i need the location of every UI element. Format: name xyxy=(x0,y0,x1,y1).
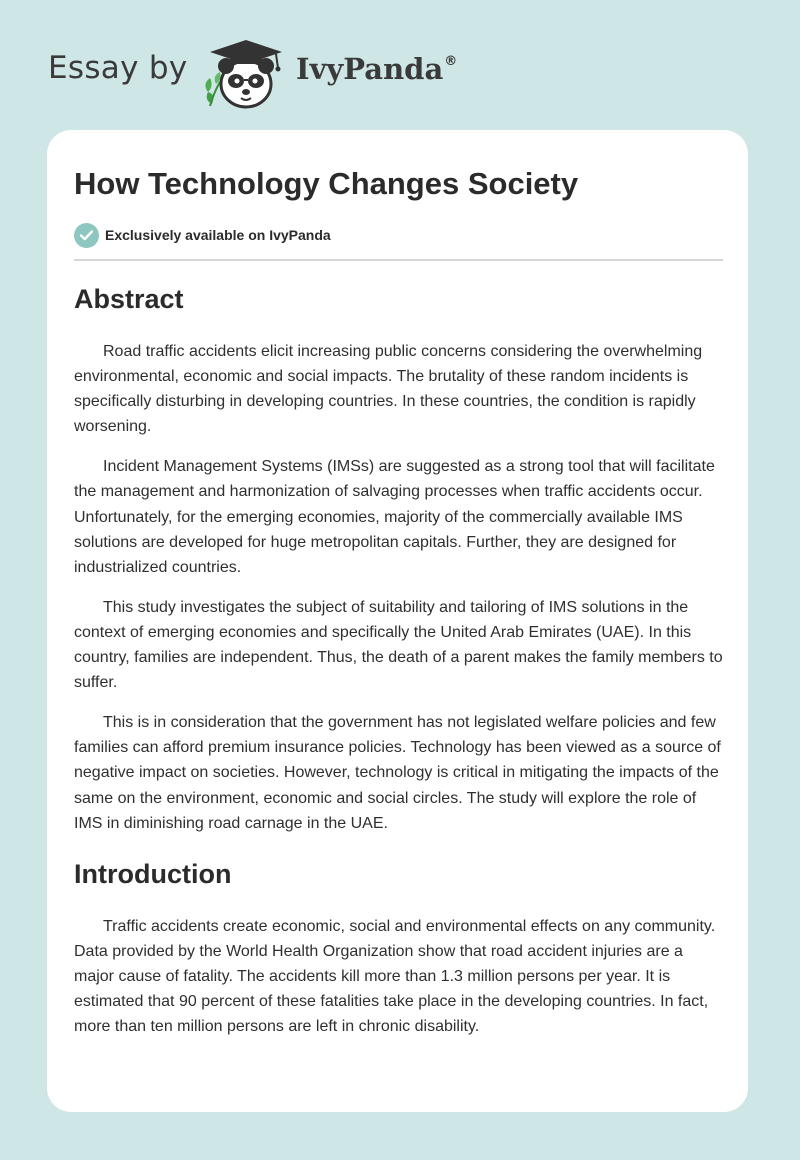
essay-content xyxy=(74,164,724,1039)
page-title: How Technology Changes Society xyxy=(74,166,579,201)
badge-label: Exclusively available on IvyPanda xyxy=(105,227,331,243)
paragraph: Road traffic accidents elicit increasing public concerns considering the overwhelming environmental, economic and social impacts. The brutality of these random incidents is specifically disturbing in developing countries. In these countries, the condition is rapidly worsening. xyxy=(74,343,703,436)
site-header xyxy=(48,34,488,110)
paragraph: This is in consideration that the government has not legislated welfare policies and few families can afford premium insurance policies. Technology has been viewed as a source of negative impact on societies. However, technology is critical in mitigating the impacts of the same on the environment, economic and social circles. The study will explore the role of IMS in diminishing road carnage in the UAE. xyxy=(74,714,721,832)
exclusive-badge xyxy=(74,222,724,248)
paragraph: Incident Management Systems (IMSs) are suggested as a strong tool that will facilitate the management and harmonization of salvaging processes when traffic accidents occur. Unfortunately, for the emerging economies, majority of the commercially available IMS solutions are developed for huge metropolitan capitals. Further, they are designed for industrialized countries. xyxy=(74,458,715,576)
essay-card xyxy=(47,130,748,1112)
section-heading-introduction: Introduction xyxy=(74,858,232,889)
brand-name[interactable]: IvyPanda® xyxy=(296,52,458,86)
essay-by-label: Essay by xyxy=(48,50,188,86)
paragraph: This study investigates the subject of suitability and tailoring of IMS solutions in the context of emerging economies and specifically the United Arab Emirates (UAE). In this country, families are independent. Thus, the death of a parent makes the family members to suffer. xyxy=(74,598,723,692)
title-divider xyxy=(74,259,723,261)
checkmark-icon xyxy=(74,223,99,248)
paragraph: Traffic accidents create economic, social and environmental effects on any community. Data provided by the World Health Organization show that road accident injuries are a major cause of fatality. The accidents kill more than 1.3 million persons per year. It is estimated that 90 percent of these fatalities take place in the developing countries. In fact, more than ten million persons are left in chronic disability. xyxy=(74,917,716,1036)
ivypanda-logo-icon[interactable] xyxy=(198,34,290,110)
registered-mark: ® xyxy=(444,54,458,69)
section-heading-abstract: Abstract xyxy=(74,284,184,314)
